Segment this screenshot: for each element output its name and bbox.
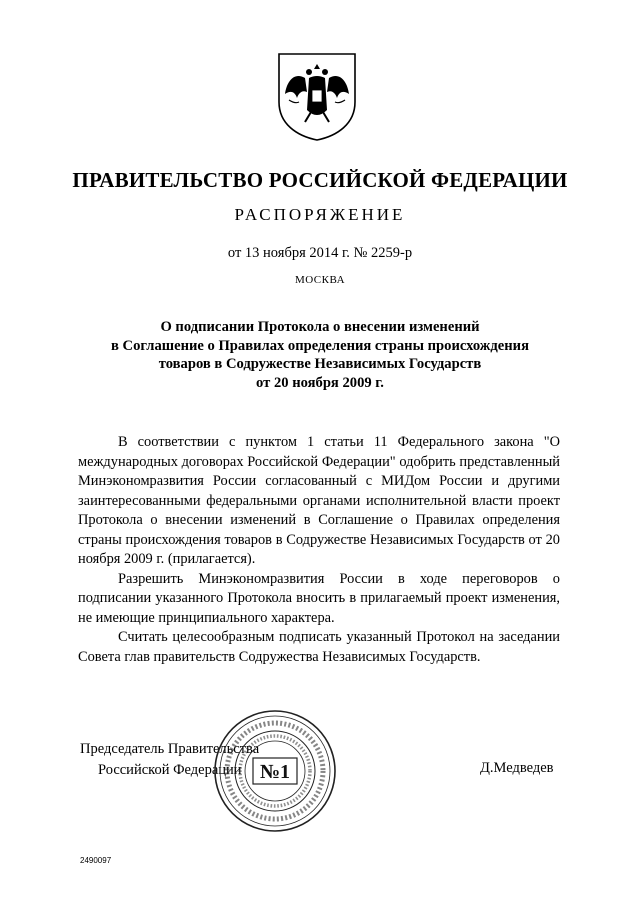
- signer-position-line: Российской Федерации: [98, 762, 242, 778]
- body-paragraph: В соответствии с пунктом 1 статьи 11 Федерального закона "О международных договорах Российской Федерации" одобрить представленный Минэкономразвития России согласованный с МИДом России и другими заинтересованными федеральными органами исполнительной власти проект Протокола о внесении изменений в Соглашение о Правилах определения страны происхождения товаров в Содружестве Независимых Государств от 20 ноября 2009 г. (прилагается).: [78, 434, 560, 567]
- subject-line: товаров в Содружестве Независимых Государств: [158, 356, 482, 372]
- document-subject: [80, 318, 560, 392]
- government-title: ПРАВИТЕЛЬСТВО РОССИЙСКОЙ ФЕДЕРАЦИИ: [72, 168, 568, 192]
- city-label: МОСКВА: [294, 274, 346, 286]
- document-id: 2490097: [80, 856, 112, 865]
- document-type-title: РАСПОРЯЖЕНИЕ: [234, 205, 406, 224]
- body-paragraph: Считать целесообразным подписать указанный Протокол на заседании Совета глав правительств Содружества Независимых Государств.: [78, 629, 560, 665]
- document-body: [78, 433, 560, 667]
- signer-name: Д.Медведев: [480, 760, 554, 776]
- stamp-number: №1: [259, 761, 291, 783]
- subject-line: от 20 ноября 2009 г.: [256, 374, 384, 391]
- coat-of-arms-emblem: [275, 50, 359, 142]
- subject-line: О подписании Протокола о внесении изменений: [160, 319, 480, 335]
- subject-line: в Соглашение о Правилах определения страны происхождения: [111, 337, 529, 354]
- body-paragraph: Разрешить Минэкономразвития России в ходе переговоров о подписании указанного Протокола вносить в прилагаемый проект изменения, не имеющие принципиального характера.: [78, 570, 560, 626]
- date-and-number: от 13 ноября 2014 г. № 2259-р: [227, 245, 413, 261]
- official-seal-stamp: [212, 708, 338, 834]
- signer-position-line: Председатель Правительства: [80, 741, 260, 757]
